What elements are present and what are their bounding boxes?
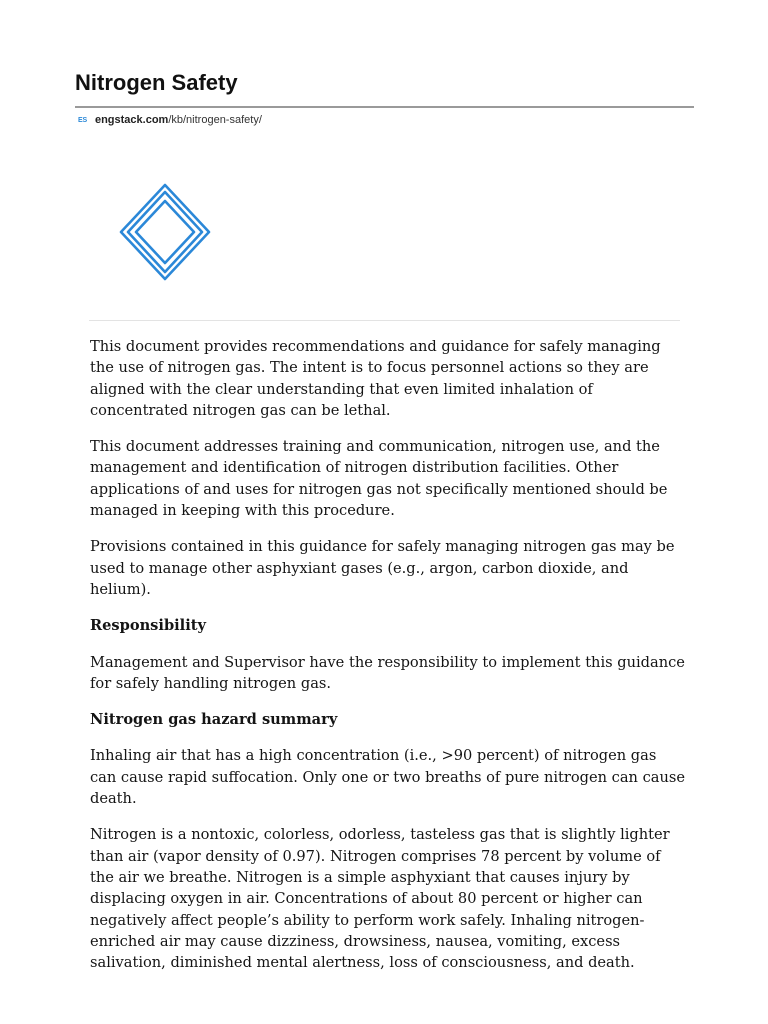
site-logo-icon: ES <box>78 116 87 124</box>
document-body <box>90 336 685 988</box>
paragraph-scope: This document addresses training and communication, nitrogen use, and the management and identification of nitrogen distribution facilities. Other applications of and uses for nitrogen gas not specifically mentioned should be managed in keeping with this procedure. <box>90 438 668 520</box>
paragraph-provisions: Provisions contained in this guidance for safely managing nitrogen gas may be used to manage other asphyxiant gases (e.g., argon, carbon dioxide, and helium). <box>90 538 675 598</box>
diamond-logo-icon <box>118 182 212 282</box>
title-divider <box>75 106 694 108</box>
page-title: Nitrogen Safety <box>75 70 238 95</box>
source-link[interactable] <box>78 114 262 126</box>
paragraph-intro: This document provides recommendations and guidance for safely managing the use of nitrogen gas. The intent is to focus personnel actions so they are aligned with the clear understanding that even limited inhalation of concentrated nitrogen gas can be lethal. <box>90 338 661 419</box>
paragraph-hazard: Inhaling air that has a high concentration (i.e., >90 percent) of nitrogen gas can cause rapid suffocation. Only one or two breaths of pure nitrogen can cause death. <box>90 747 685 808</box>
content-divider <box>89 320 680 321</box>
source-path[interactable]: /kb/nitrogen-safety/ <box>168 114 262 126</box>
source-domain[interactable]: engstack.com <box>94 114 169 126</box>
paragraph-nitrogen-properties: Nitrogen is a nontoxic, colorless, odorless, tasteless gas that is slightly lighter than air (vapor density of 0.97). Nitrogen comprises 78 percent by volume of the air we breathe. Nitrogen is a simple asphyxiant that causes injury by displacing oxygen in air. Concentrations of about 80 percent or higher can negatively affect people’s ability to perform work safely. Inhaling nitrogen-enriched air may cause dizziness, drowsiness, nausea, vomiting, excess salivation, diminished mental alertness, loss of consciousness, and death. <box>90 826 670 972</box>
paragraph-responsibility: Management and Supervisor have the responsibility to implement this guidance for safely handling nitrogen gas. <box>90 653 685 692</box>
heading-hazard-summary: Nitrogen gas hazard summary <box>90 711 338 729</box>
heading-responsibility: Responsibility <box>90 617 206 635</box>
